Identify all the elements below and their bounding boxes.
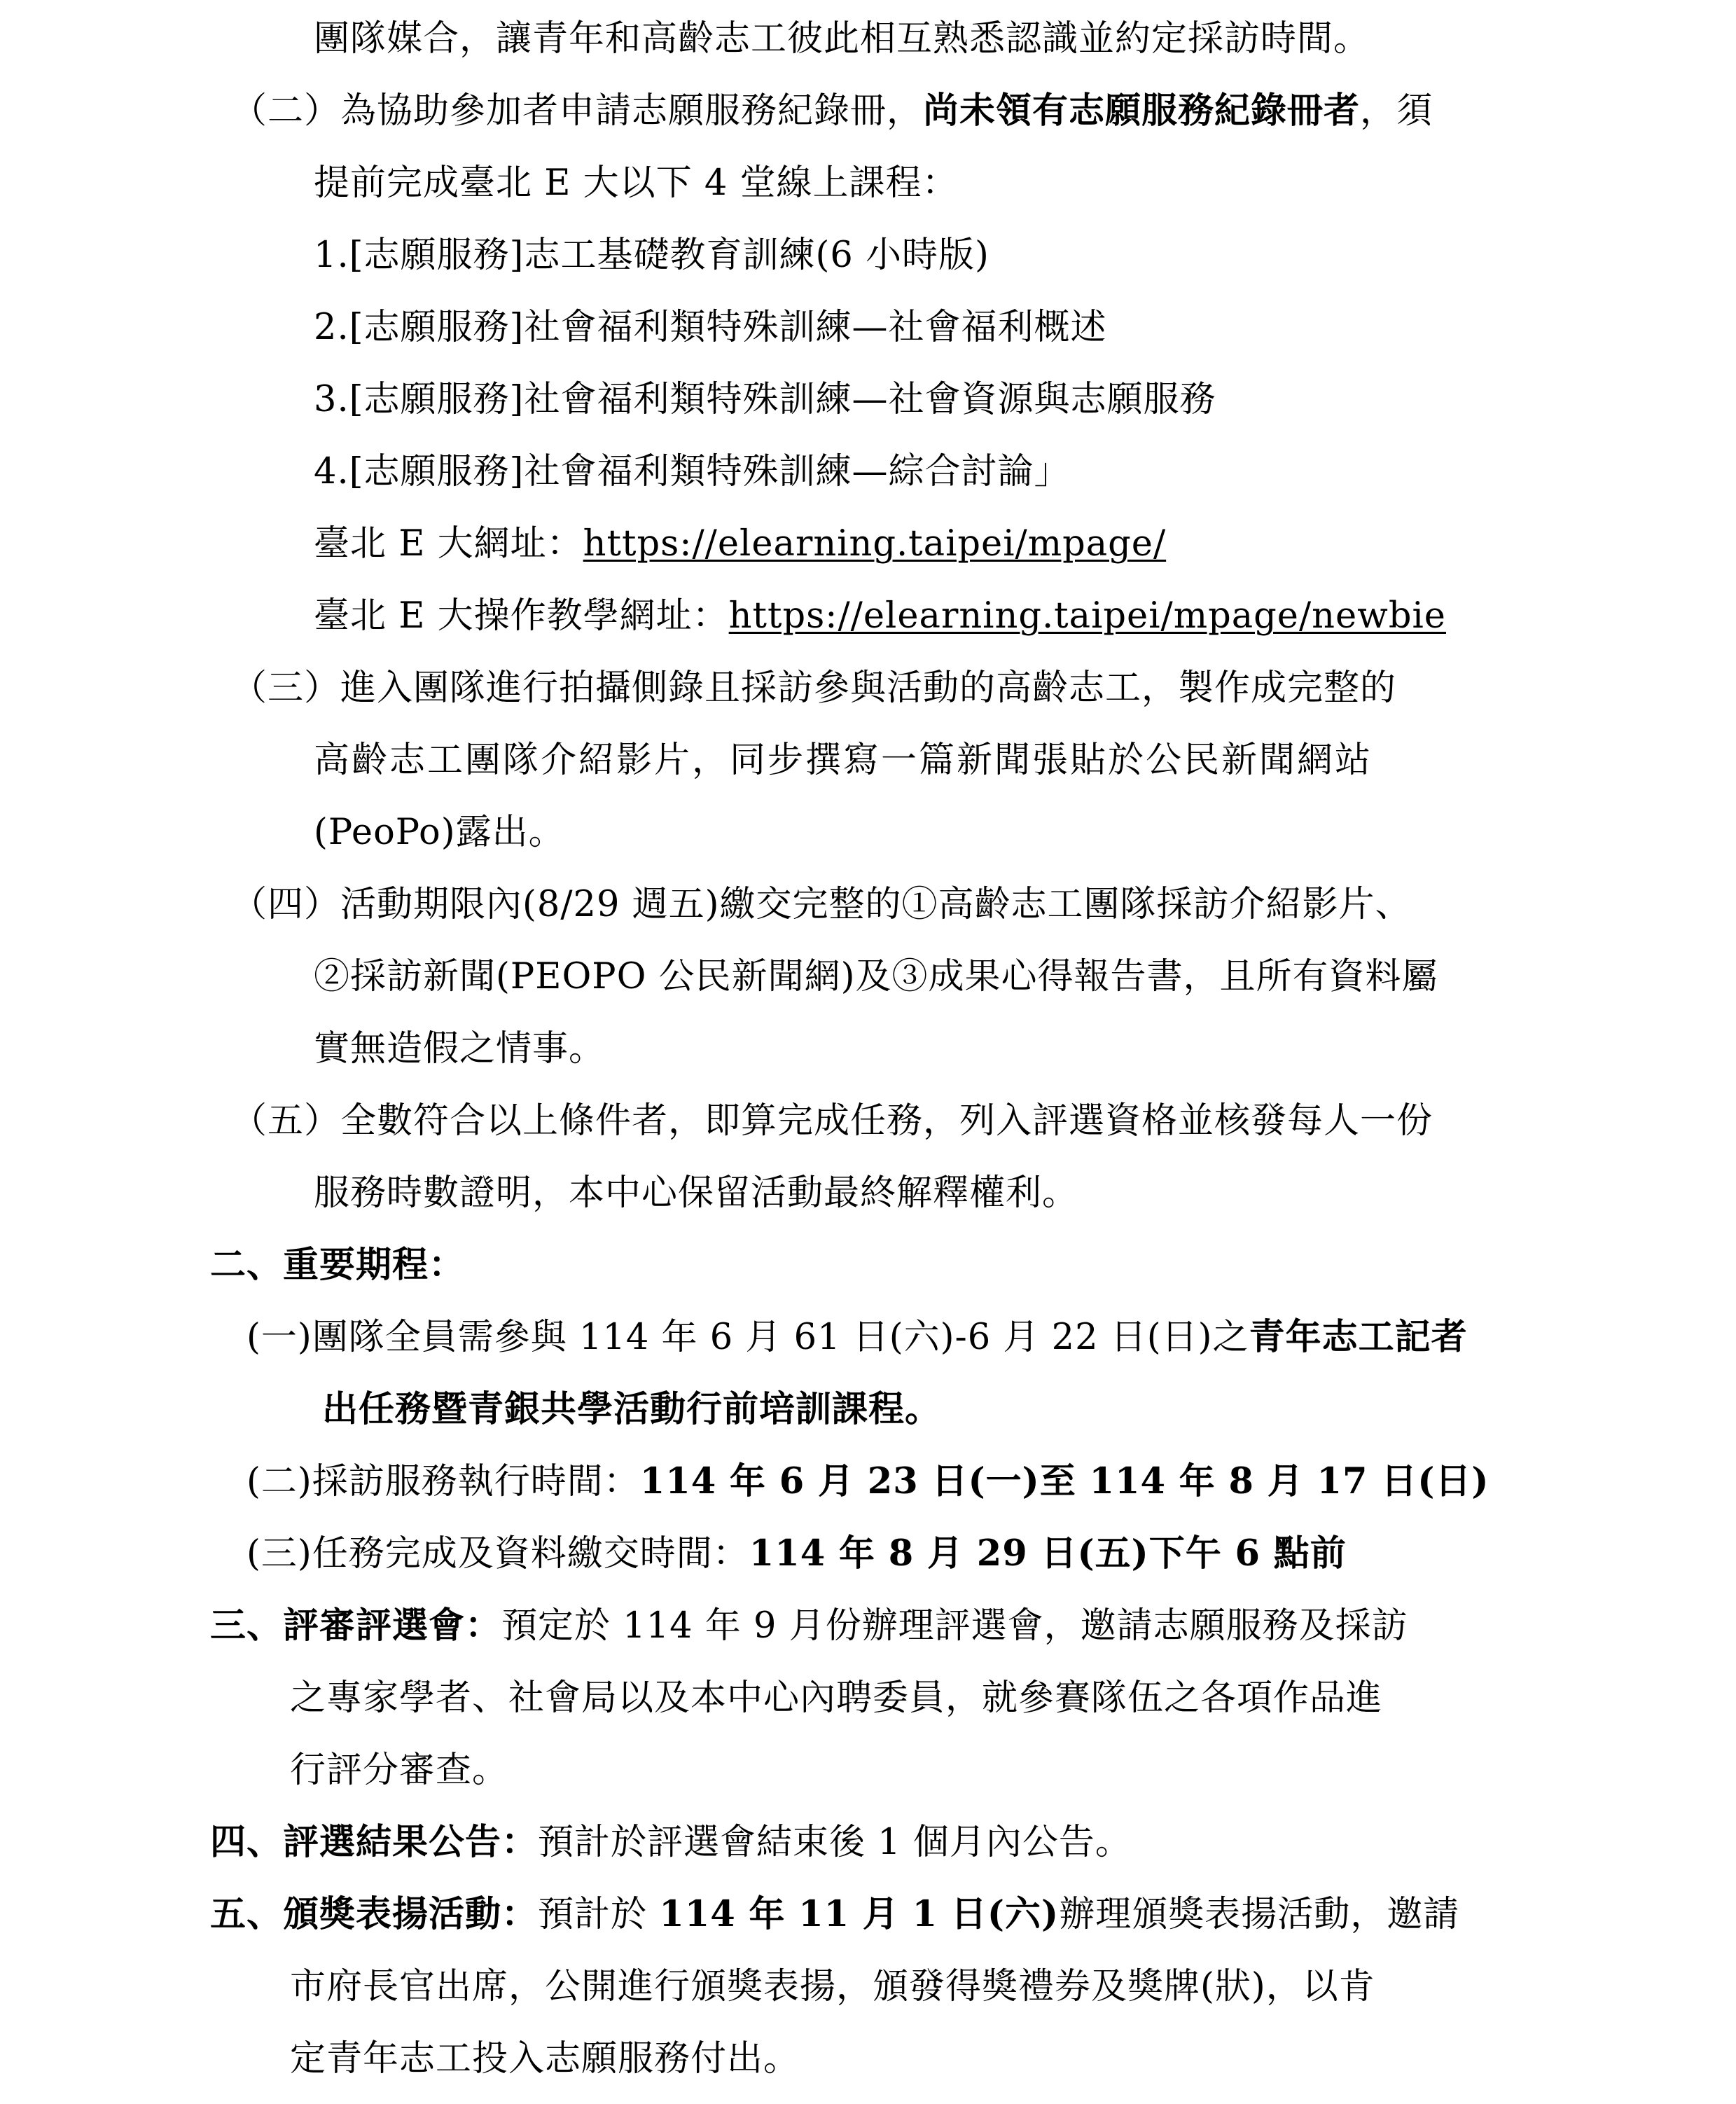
section-3-line-1: [210, 1605, 1408, 1647]
section-5-date: 114 年 11 月 1 日(六): [659, 1893, 1060, 1935]
schedule-1-line-1: [246, 1316, 1468, 1358]
schedule-1-emphasis: 青年志工記者: [1249, 1316, 1468, 1358]
url-1-label: 臺北 E 大網址：: [314, 523, 583, 565]
section-5-line-3: 定青年志工投入志願服務付出。: [290, 2038, 800, 2079]
section-3-heading: 三、評審評選會：: [210, 1605, 502, 1647]
schedule-3-label: (三)任務完成及資料繳交時間：: [246, 1533, 749, 1574]
schedule-2-label: (二)採訪服務執行時間：: [246, 1461, 640, 1502]
item-2-text-a: （二）為協助參加者申請志願服務紀錄冊，: [231, 90, 924, 132]
url-2-label: 臺北 E 大操作教學網址：: [314, 595, 729, 637]
item-1-continuation: 團隊媒合，讓青年和高齡志工彼此相互熟悉認識並約定採訪時間。: [314, 18, 1370, 60]
url-line-2: [314, 595, 1446, 637]
section-4-text: 預計於評選會結束後 1 個月內公告。: [538, 1822, 1132, 1863]
item-3-line-1: （三）進入團隊進行拍攝側錄且採訪參與活動的高齡志工，製作成完整的: [231, 667, 1397, 709]
schedule-2-period: 114 年 6 月 23 日(一)至 114 年 8 月 17 日(日): [639, 1460, 1490, 1502]
schedule-2: [246, 1460, 1490, 1502]
item-3-line-3: (PeoPo)露出。: [314, 812, 565, 853]
schedule-1-line-2: 出任務暨青銀共學活動行前培訓課程。: [322, 1388, 942, 1430]
elearning-tutorial-link[interactable]: https://elearning.taipei/mpage/newbie: [728, 595, 1446, 637]
item-5-line-2: 服務時數證明，本中心保留活動最終解釋權利。: [314, 1172, 1079, 1214]
section-4-line-1: [210, 1821, 1132, 1863]
section-5-text-a: 預計於: [538, 1894, 660, 1935]
course-3: 3.[志願服務]社會福利類特殊訓練—社會資源與志願服務: [314, 379, 1216, 420]
schedule-3-deadline: 114 年 8 月 29 日(五)下午 6 點前: [749, 1532, 1347, 1574]
section-5-text-c: 辦理頒獎表揚活動，邀請: [1059, 1894, 1460, 1935]
schedule-1-text: (一)團隊全員需參與 114 年 6 月 61 日(六)-6 月 22 日(日)之: [246, 1317, 1249, 1358]
elearning-link[interactable]: https://elearning.taipei/mpage/: [583, 523, 1167, 565]
item-2-line-1: [231, 90, 1433, 132]
section-3-line-2: 之專家學者、社會局以及本中心內聘委員，就參賽隊伍之各項作品進: [290, 1677, 1383, 1719]
course-1: 1.[志願服務]志工基礎教育訓練(6 小時版): [314, 235, 989, 276]
section-5-line-2: 市府長官出席，公開進行頒獎表揚，頒發得獎禮券及獎牌(狀)，以肯: [290, 1966, 1375, 2007]
section-3-line-3: 行評分審查。: [290, 1750, 509, 1791]
item-5-line-1: （五）全數符合以上條件者，即算完成任務，列入評選資格並核發每人一份: [231, 1100, 1433, 1142]
item-4-line-1: （四）活動期限內(8/29 週五)繳交完整的①高齡志工團隊採訪介紹影片、: [231, 884, 1412, 925]
item-2-emphasis: 尚未領有志願服務紀錄冊者: [923, 90, 1361, 132]
url-line-1: [314, 523, 1167, 565]
item-2-text-c: ，須: [1360, 90, 1433, 132]
section-2-heading: 二、重要期程：: [210, 1244, 466, 1286]
item-2-line-2: 提前完成臺北 E 大以下 4 堂線上課程：: [314, 162, 959, 204]
item-4-line-3: 實無造假之情事。: [314, 1028, 606, 1070]
course-2: 2.[志願服務]社會福利類特殊訓練—社會福利概述: [314, 307, 1107, 348]
item-4-line-2: ②採訪新聞(PEOPO 公民新聞網)及③成果心得報告書，且所有資料屬: [314, 956, 1438, 997]
course-4: 4.[志願服務]社會福利類特殊訓練—綜合討論」: [314, 451, 1071, 492]
section-5-heading: 五、頒獎表揚活動：: [210, 1893, 539, 1935]
section-4-heading: 四、評選結果公告：: [210, 1821, 539, 1863]
section-3-text: 預定於 114 年 9 月份辦理評選會，邀請志願服務及採訪: [501, 1605, 1408, 1647]
schedule-3: [246, 1532, 1347, 1574]
section-5-line-1: [210, 1893, 1460, 1935]
item-3-line-2: 高齡志工團隊介紹影片，同步撰寫一篇新聞張貼於公民新聞網站: [314, 740, 1373, 781]
